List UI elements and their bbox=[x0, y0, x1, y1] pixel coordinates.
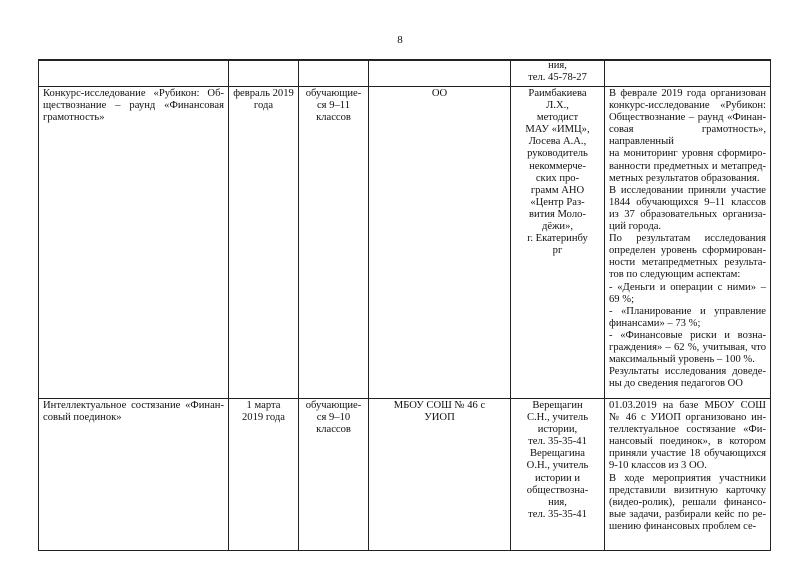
text-line: ния, bbox=[548, 59, 567, 71]
text-line: ся 9–11 bbox=[316, 100, 351, 112]
table-column-border bbox=[368, 59, 369, 550]
cell-event-name bbox=[43, 61, 224, 73]
cell-description bbox=[609, 400, 766, 533]
text-line: 1844 обучающихся 9–11 классов bbox=[609, 196, 766, 208]
text-line: февраль 2019 bbox=[233, 88, 294, 99]
text-line bbox=[609, 61, 766, 73]
table-column-border bbox=[510, 59, 511, 550]
text-line: По результатам исследования bbox=[609, 233, 766, 245]
text-line: классов bbox=[316, 112, 351, 124]
text-line bbox=[303, 61, 364, 73]
text-line: теллектуальное состязание «Фи- bbox=[609, 424, 766, 436]
text-line: г. Екатеринбу bbox=[527, 233, 588, 245]
text-line: Конкурс-исследование «Рубикон: Об- bbox=[43, 88, 224, 99]
text-line: ОО bbox=[431, 88, 448, 99]
text-line: «Центр Раз- bbox=[530, 196, 585, 208]
text-line: 2019 года bbox=[241, 412, 285, 424]
text-line: Верещагин bbox=[532, 400, 583, 411]
text-line: 1 марта bbox=[246, 400, 281, 411]
text-line: классов bbox=[316, 424, 351, 436]
text-line: тел. 35-35-41 bbox=[528, 508, 587, 520]
cell-venue bbox=[373, 61, 506, 73]
text-line: истории и bbox=[534, 472, 581, 484]
text-line bbox=[373, 61, 506, 73]
cell-description bbox=[609, 61, 766, 73]
text-line: - «Планирование и управление bbox=[609, 305, 766, 317]
cell-participants bbox=[303, 61, 364, 73]
text-line bbox=[233, 61, 294, 73]
text-line: Результаты исследования доведе- bbox=[609, 366, 766, 378]
text-line: из 37 образовательных организа- bbox=[609, 208, 766, 220]
text-line: вые задачи, разбирали кейс по ре- bbox=[609, 508, 766, 520]
text-line: ций города. bbox=[609, 221, 662, 233]
text-line: шению финансовых проблем се- bbox=[609, 520, 757, 532]
text-line: определен уровень сформирован- bbox=[609, 245, 766, 257]
cell-description bbox=[609, 88, 766, 390]
text-line: В феврале 2019 года организован bbox=[609, 88, 766, 99]
text-line: 01.03.2019 на базе МБОУ СОШ bbox=[609, 400, 766, 411]
table-row-border bbox=[38, 550, 771, 551]
table-column-border bbox=[604, 59, 605, 550]
cell-event-date bbox=[233, 400, 294, 424]
text-line: совая грамотность», направленный bbox=[609, 124, 766, 148]
page-number: 8 bbox=[397, 34, 403, 46]
text-line: тел. 45-78-27 bbox=[528, 71, 587, 83]
text-line: руководитель bbox=[527, 148, 588, 160]
text-line: (видео-ролик), решали финансо- bbox=[609, 496, 766, 508]
table-column-border bbox=[38, 59, 39, 550]
text-line: тов по следующим аспектам: bbox=[609, 269, 741, 281]
text-line: грамм АНО bbox=[530, 184, 585, 196]
text-line: вития Моло- bbox=[529, 208, 586, 220]
text-line: № 46 с УИОП организовано ин- bbox=[609, 412, 766, 424]
text-line: метных результатов образования. bbox=[609, 172, 760, 184]
text-line: ния, bbox=[548, 496, 567, 508]
text-line bbox=[43, 61, 224, 73]
cell-participants bbox=[303, 88, 364, 124]
text-line: В ходе мероприятия участники bbox=[609, 472, 766, 484]
text-line: финансами» – 73 %; bbox=[609, 317, 701, 329]
text-line: - «Финансовые риски и возна- bbox=[609, 329, 766, 341]
text-line: Раимбакиева bbox=[528, 88, 587, 99]
text-line: совый поединок» bbox=[43, 412, 122, 424]
text-line: О.Н., учитель bbox=[526, 460, 589, 472]
text-line: Л.Х., bbox=[546, 100, 569, 112]
text-line: приняли участие 18 обучающихся bbox=[609, 448, 766, 460]
text-line: максимальный уровень – 100 %. bbox=[609, 354, 755, 366]
text-line: представили визитную карточку bbox=[609, 484, 766, 496]
text-line: 9-10 классов из 3 ОО. bbox=[609, 460, 707, 472]
text-line: ны до сведения педагогов ОО bbox=[609, 378, 743, 390]
text-line: С.Н., учитель bbox=[526, 412, 589, 424]
text-line: обучающие- bbox=[305, 400, 362, 411]
text-line: некоммерче- bbox=[529, 160, 586, 172]
cell-organizers bbox=[515, 88, 600, 257]
table-column-border bbox=[228, 59, 229, 550]
cell-event-name bbox=[43, 88, 224, 124]
text-line: нансовый поединок», в котором bbox=[609, 436, 766, 448]
text-line: обучающие- bbox=[305, 88, 362, 99]
cell-venue bbox=[373, 88, 506, 100]
text-line: дёжи», bbox=[541, 221, 574, 233]
text-line: рг bbox=[552, 245, 563, 257]
text-line: грамотность» bbox=[43, 112, 105, 124]
table-column-border bbox=[298, 59, 299, 550]
cell-organizers bbox=[515, 60, 600, 84]
text-line: МАУ «ИМЦ», bbox=[525, 124, 590, 136]
text-line: года bbox=[253, 100, 274, 112]
text-line: Лосева А.А., bbox=[528, 136, 587, 148]
text-line: истории, bbox=[537, 424, 578, 436]
text-line: методист bbox=[536, 112, 579, 124]
table-row-border bbox=[38, 86, 771, 87]
text-line: ся 9–10 bbox=[316, 412, 351, 424]
table-column-border bbox=[770, 59, 771, 550]
cell-event-date bbox=[233, 61, 294, 73]
text-line: Верещагина bbox=[529, 448, 585, 460]
text-line: В исследовании приняли участие bbox=[609, 184, 766, 196]
text-line: обществозна- bbox=[526, 484, 589, 496]
text-line: конкурс-исследование «Рубикон: bbox=[609, 100, 766, 112]
table-row-border bbox=[38, 398, 771, 399]
text-line: 69 %; bbox=[609, 293, 635, 305]
text-line: граждения» – 62 %, учитывая, что bbox=[609, 341, 766, 353]
cell-organizers bbox=[515, 400, 600, 521]
text-line: - «Деньги и операции с ними» – bbox=[609, 281, 766, 293]
text-line: ществознание – раунд «Финансовая bbox=[43, 100, 224, 112]
text-line: ских про- bbox=[535, 172, 580, 184]
text-line: УИОП bbox=[424, 412, 455, 424]
cell-event-date bbox=[233, 88, 294, 112]
cell-participants bbox=[303, 400, 364, 436]
text-line: на мониторинг уровня сформиро- bbox=[609, 148, 766, 160]
text-line: ности метапредметных результа- bbox=[609, 257, 766, 269]
text-line: тел. 35-35-41 bbox=[528, 436, 587, 448]
text-line: Интеллектуальное состязание «Финан- bbox=[43, 400, 224, 411]
text-line: ванности предметных и метапред- bbox=[609, 160, 766, 172]
cell-venue bbox=[373, 400, 506, 424]
cell-event-name bbox=[43, 400, 224, 424]
text-line: Обществознание – раунд «Финан- bbox=[609, 112, 766, 124]
text-line: МБОУ СОШ № 46 с bbox=[393, 400, 486, 411]
